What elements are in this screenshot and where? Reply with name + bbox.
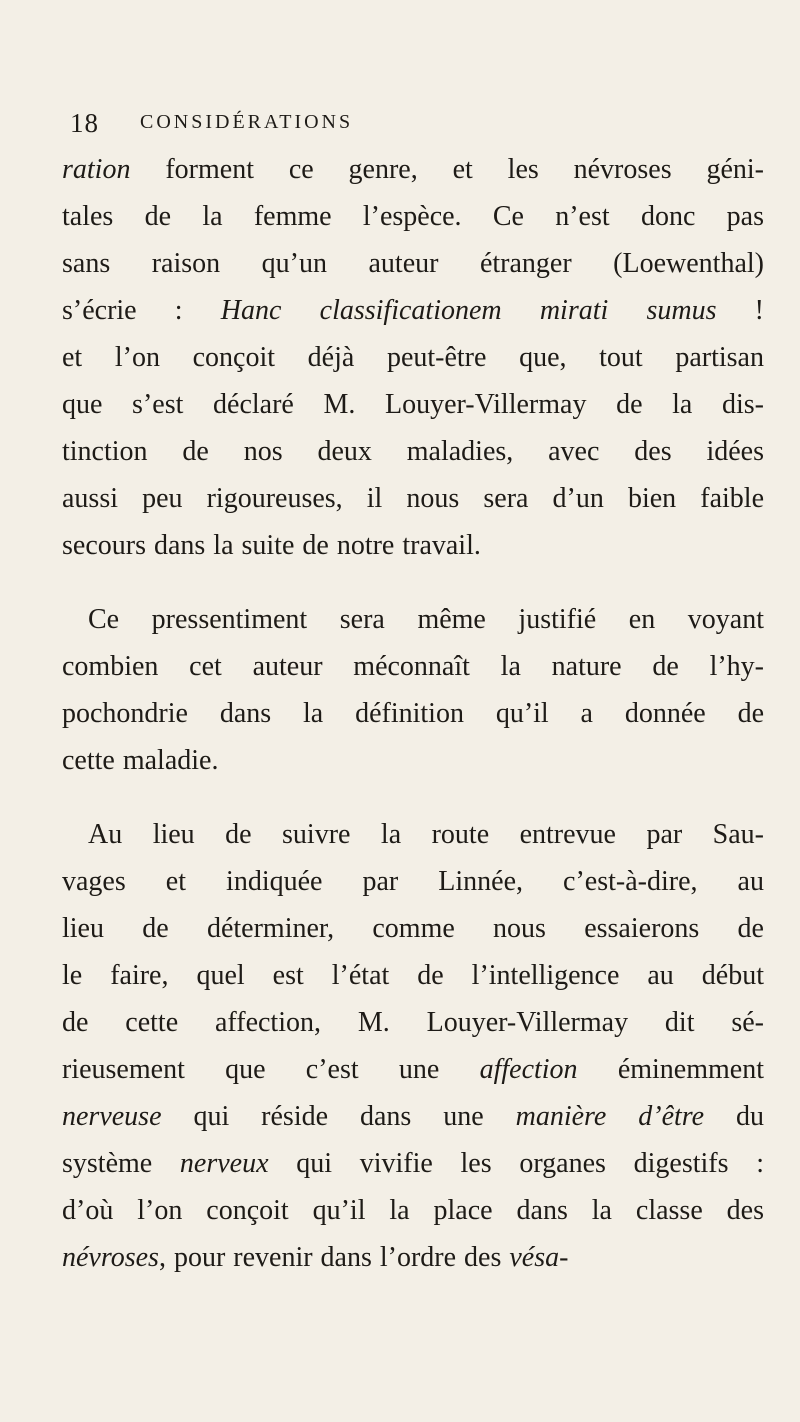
paragraph-gap bbox=[62, 784, 764, 811]
text-run: de cette affection, M. Louyer-Villermay dit sé- bbox=[62, 1007, 764, 1038]
text-run: aussi peu rigoureuses, il nous sera d’un bien faible bbox=[62, 483, 764, 514]
paragraph bbox=[62, 596, 764, 784]
text-line bbox=[62, 1187, 764, 1234]
text-line bbox=[62, 475, 764, 522]
body-text bbox=[62, 146, 764, 1281]
text-line bbox=[62, 1140, 764, 1187]
text-run: que s’est déclaré M. Louyer-Villermay de la dis- bbox=[62, 389, 764, 420]
text-run: ! bbox=[716, 295, 765, 326]
text-line bbox=[62, 858, 764, 905]
text-run: Au lieu de suivre la route entrevue par Sau- bbox=[88, 819, 764, 850]
text-line bbox=[62, 811, 764, 858]
text-run: , pour revenir dans l’ordre des bbox=[158, 1242, 510, 1273]
paragraph bbox=[62, 146, 764, 569]
text-line bbox=[62, 999, 764, 1046]
text-run: Ce pressentiment sera même justifié en voyant bbox=[88, 604, 764, 635]
text-line bbox=[62, 193, 764, 240]
text-line bbox=[62, 334, 764, 381]
text-run: lieu de déterminer, comme nous essaierons de bbox=[62, 913, 764, 944]
text-run: pochondrie dans la définition qu’il a donnée de bbox=[62, 698, 764, 729]
text-line bbox=[62, 428, 764, 475]
text-line bbox=[62, 952, 764, 999]
text-run: système bbox=[62, 1148, 180, 1179]
text-run: combien cet auteur méconnaît la nature de l’hy- bbox=[62, 651, 764, 682]
text-line bbox=[62, 240, 764, 287]
text-line bbox=[62, 905, 764, 952]
text-run: du bbox=[704, 1101, 764, 1132]
italic-text: névroses bbox=[62, 1242, 159, 1273]
text-run: et l’on conçoit déjà peut-être que, tout partisan bbox=[62, 342, 764, 373]
italic-text: vésa- bbox=[509, 1242, 569, 1273]
text-run: le faire, quel est l’état de l’intelligence au début bbox=[62, 960, 764, 991]
italic-text: ration bbox=[62, 154, 131, 185]
running-head bbox=[62, 108, 764, 144]
text-line bbox=[62, 737, 764, 784]
text-run: tales de la femme l’espèce. Ce n’est donc pas bbox=[62, 201, 764, 232]
text-line bbox=[62, 381, 764, 428]
text-run: qui réside dans une bbox=[161, 1101, 516, 1132]
text-run: secours dans la suite de notre travail. bbox=[62, 530, 481, 561]
text-line bbox=[62, 690, 764, 737]
text-line bbox=[62, 643, 764, 690]
text-run: éminemment bbox=[577, 1054, 764, 1085]
paragraph bbox=[62, 811, 764, 1281]
text-run: vages et indiquée par Linnée, c’est-à-dire, au bbox=[62, 866, 764, 897]
text-line bbox=[62, 1234, 764, 1281]
text-run: tinction de nos deux maladies, avec des idées bbox=[62, 436, 764, 467]
italic-text: nerveux bbox=[179, 1148, 269, 1179]
text-line bbox=[62, 522, 764, 569]
text-line bbox=[62, 596, 764, 643]
running-title: CONSIDÉRATIONS bbox=[140, 111, 354, 133]
text-run: qui vivifie les organes digestifs : bbox=[268, 1148, 764, 1179]
book-page bbox=[62, 0, 764, 1422]
text-run: s’écrie : bbox=[62, 295, 221, 326]
italic-text: manière d’être bbox=[515, 1101, 705, 1132]
paragraph-gap bbox=[62, 569, 764, 596]
text-line bbox=[62, 1093, 764, 1140]
text-run: cette maladie. bbox=[62, 745, 219, 776]
text-run: rieusement que c’est une bbox=[62, 1054, 480, 1085]
italic-text: nerveuse bbox=[62, 1101, 162, 1132]
text-run: d’où l’on conçoit qu’il la place dans la classe des bbox=[62, 1195, 764, 1226]
text-line bbox=[62, 287, 764, 334]
text-line bbox=[62, 1046, 764, 1093]
text-line bbox=[62, 146, 764, 193]
italic-text: affection bbox=[479, 1054, 578, 1085]
text-run: forment ce genre, et les névroses géni- bbox=[130, 154, 764, 185]
text-run: sans raison qu’un auteur étranger (Loewenthal) bbox=[62, 248, 764, 279]
page-number: 18 bbox=[70, 108, 99, 138]
italic-text: Hanc classificationem mirati sumus bbox=[220, 295, 717, 326]
